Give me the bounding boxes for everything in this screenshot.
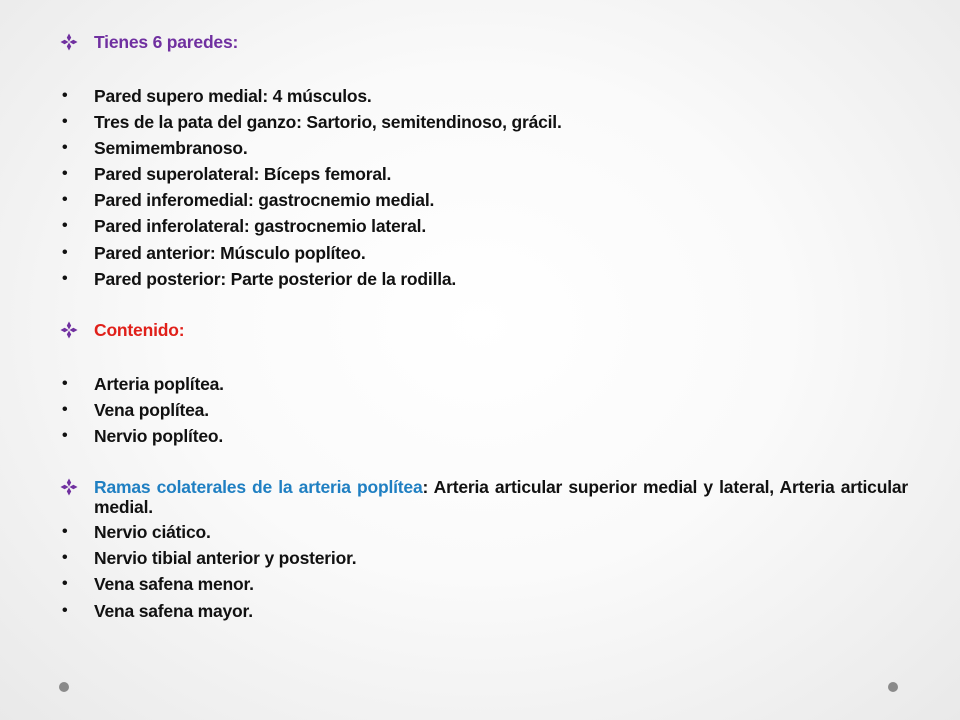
bullet-dot: • bbox=[62, 191, 68, 209]
spacer bbox=[56, 449, 908, 473]
heading-suffix-text: : Arteria articular superior medial y lateral, Arteria articular medial. bbox=[94, 477, 908, 518]
slide-content bbox=[56, 28, 908, 624]
list-item-text: Arteria poplítea. bbox=[94, 373, 224, 394]
list-item bbox=[56, 83, 908, 109]
list-item-text: Vena poplítea. bbox=[94, 399, 209, 420]
decorative-dot-right bbox=[888, 682, 898, 692]
bullet-dot: • bbox=[62, 549, 68, 567]
list-item bbox=[56, 213, 908, 239]
list-paredes bbox=[56, 83, 908, 293]
list-item-text: Pared inferomedial: gastrocnemio medial. bbox=[94, 190, 435, 211]
list-item bbox=[56, 598, 908, 624]
list-item bbox=[56, 371, 908, 397]
ramas-paragraph bbox=[94, 477, 908, 517]
list-item bbox=[56, 423, 908, 449]
list-item-text: Vena safena menor. bbox=[94, 574, 254, 595]
heading-text: Contenido: bbox=[94, 320, 185, 340]
list-item-text: Pared inferolateral: gastrocnemio lateral. bbox=[94, 216, 426, 237]
list-item-text: Nervio ciático. bbox=[94, 522, 211, 543]
list-ramas bbox=[56, 519, 908, 624]
list-item bbox=[56, 187, 908, 213]
spacer bbox=[56, 56, 908, 83]
heading-text: Tienes 6 paredes: bbox=[94, 32, 239, 52]
list-item-text: Pared superolateral: Bíceps femoral. bbox=[94, 164, 392, 185]
section-heading-paredes bbox=[56, 28, 908, 56]
list-item-text: Nervio poplíteo. bbox=[94, 425, 224, 446]
list-item-text: Pared anterior: Músculo poplíteo. bbox=[94, 242, 366, 263]
list-item-text: Vena safena mayor. bbox=[94, 600, 253, 621]
list-contenido bbox=[56, 371, 908, 450]
list-item bbox=[56, 519, 908, 545]
list-item-text: Pared supero medial: 4 músculos. bbox=[94, 85, 372, 106]
list-item bbox=[56, 571, 908, 597]
diamond-bullet-icon bbox=[56, 316, 94, 344]
bullet-dot: • bbox=[62, 374, 68, 392]
list-item bbox=[56, 545, 908, 571]
bullet-dot: • bbox=[62, 243, 68, 261]
bullet-dot: • bbox=[62, 86, 68, 104]
bullet-dot: • bbox=[62, 269, 68, 287]
bullet-dot: • bbox=[62, 165, 68, 183]
diamond-bullet-icon bbox=[56, 477, 94, 497]
list-item bbox=[56, 161, 908, 187]
list-item bbox=[56, 266, 908, 292]
diamond-bullet-icon bbox=[56, 28, 94, 56]
spacer bbox=[56, 292, 908, 316]
bullet-dot: • bbox=[62, 575, 68, 593]
decorative-dot-left bbox=[59, 682, 69, 692]
list-item-text: Tres de la pata del ganzo: Sartorio, semitendinoso, grácil. bbox=[94, 111, 562, 132]
section-heading-contenido bbox=[56, 316, 908, 344]
list-item-text: Pared posterior: Parte posterior de la rodilla. bbox=[94, 268, 457, 289]
spacer bbox=[56, 344, 908, 371]
list-item bbox=[56, 240, 908, 266]
list-item bbox=[56, 397, 908, 423]
bullet-dot: • bbox=[62, 523, 68, 541]
bullet-dot: • bbox=[62, 426, 68, 444]
bullet-dot: • bbox=[62, 217, 68, 235]
list-item bbox=[56, 109, 908, 135]
bullet-dot: • bbox=[62, 601, 68, 619]
bullet-dot: • bbox=[62, 112, 68, 130]
section-heading-ramas bbox=[56, 473, 908, 519]
list-item-text: Semimembranoso. bbox=[94, 137, 248, 158]
heading-text: Ramas colaterales de la arteria poplítea bbox=[94, 477, 423, 498]
bullet-dot: • bbox=[62, 400, 68, 418]
list-item-text: Nervio tibial anterior y posterior. bbox=[94, 548, 357, 569]
list-item bbox=[56, 135, 908, 161]
bullet-dot: • bbox=[62, 138, 68, 156]
